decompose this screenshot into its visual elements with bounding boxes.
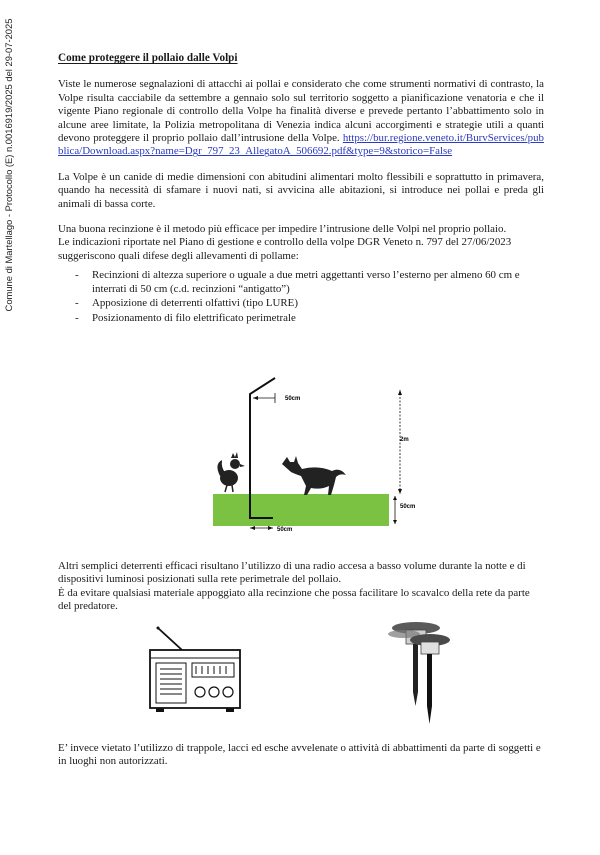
defense-item-lure: - Apposizione di deterrenti olfattivi (tipo LURE) <box>58 297 544 310</box>
deterrent-images <box>58 612 544 736</box>
deterrents-section <box>58 560 544 614</box>
depth-dimension <box>393 496 397 524</box>
defense-item-fence: - Recinzioni di altezza superiore o uguale a due metri aggettanti verso l’esterno per almeno 60 cm e interrati di 50 cm (c.d. recinzioni “antigatto”) <box>58 269 544 296</box>
document-body <box>58 52 544 326</box>
protocol-stamp: Comune di Martellago - Protocollo (E) n.0016919/2025 del 29-07-2025 <box>3 18 14 312</box>
avoid-materials-paragraph: È da evitare qualsiasi materiale appoggiato alla recinzione che possa facilitare lo scavalco della rete da parte del predatore. <box>58 586 530 613</box>
fence-diagram <box>205 368 425 540</box>
fox-description-paragraph: La Volpe è un canide di medie dimensioni con abitudini alimentari molto flessibili e soprattutto in primavera, quando ha necessità di sfamare i nuovi nati, si avvicina alle abitazioni, si introduce nei pollai e preda gli animali di bassa corte. <box>58 170 544 210</box>
overhang-dimension <box>253 393 275 403</box>
page-title: Come proteggere il pollaio dalle Volpi <box>58 52 238 64</box>
defenses-list <box>58 269 544 325</box>
chicken-icon <box>217 452 245 492</box>
defense-item-electric-wire: - Posizionamento di filo elettrificato perimetrale <box>58 312 544 325</box>
prohibition-section <box>58 742 544 769</box>
base-dimension <box>250 526 273 530</box>
fence-intro-line-1: Una buona recinzione è il metodo più efficace per impedire l’intrusione delle Volpi nel proprio pollaio. <box>58 223 507 236</box>
garden-lamp-icon <box>388 622 450 724</box>
base-label: 50cm <box>277 527 293 533</box>
fence-intro-line-2: Le indicazioni riportate nel Piano di gestione e controllo della volpe DGR Veneto n. 797 del 27/06/2023 suggeriscono quali difese degli allevamenti di pollame: <box>58 236 512 262</box>
intro-text: Viste le numerose segnalazioni di attacchi ai pollai e considerato che come strumenti normativi di contrasto, la Volpe risulta cacciabile da settembre a gennaio solo sul territorio soggetto a pianificazione venatoria e che il vigente Piano regionale di controllo della Volpe ha finalità diverse e prevede pertanto l’abbattimento solo in alcune aree limitate, la Polizia metropolitana di Venezia indica alcuni accorgimenti e strategie utili a quanti devono proteggere il proprio pollaio dall’intrusione della Volpe. <box>58 78 544 145</box>
overhang-label: 50cm <box>285 396 301 402</box>
regional-plan-link[interactable]: https://bur.regione.veneto.it/BurvServices/pubblica/Download.aspx?name=Dgr_797_23_AllegatoA_506692.pdf&type=9&storico=False <box>58 132 544 158</box>
grass-area <box>213 494 389 526</box>
height-label: 2m <box>400 437 409 443</box>
fox-icon <box>282 456 346 495</box>
deterrents-paragraph: Altri semplici deterrenti efficaci risultano l’utilizzo di una radio accesa a basso volume durante la notte e di dispositivi luminosi posizionati sulla rete perimetrale del pollaio. <box>58 560 526 586</box>
intro-paragraph <box>58 78 544 158</box>
prohibition-paragraph: E’ invece vietato l’utilizzo di trappole, lacci ed esche avvelenate o attività di abbattimenti da parte di soggetti e in luoghi non autorizzati. <box>58 742 541 768</box>
radio-icon <box>150 627 240 713</box>
depth-label: 50cm <box>400 504 416 510</box>
